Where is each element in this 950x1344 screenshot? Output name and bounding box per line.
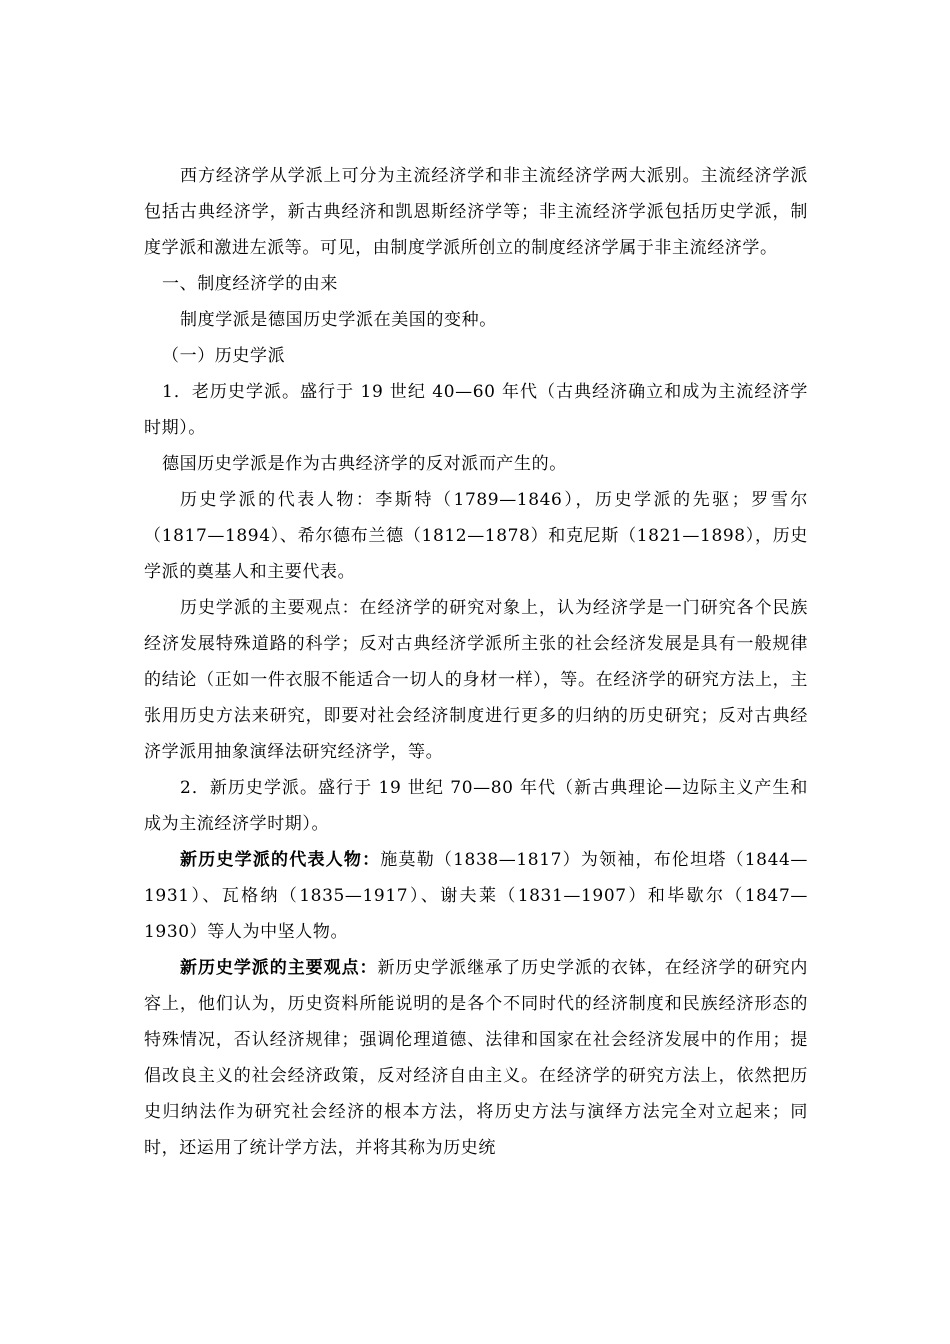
paragraph-institutional-school: 制度学派是德国历史学派在美国的变种。 xyxy=(180,310,497,330)
paragraph-old-historical-school: 1．老历史学派。盛行于 19 世纪 40—60 年代（古典经济确立和成为主流经济学时期）。 xyxy=(144,382,808,438)
bold-lead-in: 新历史学派的代表人物： xyxy=(180,850,381,870)
paragraph-main-views: 历史学派的主要观点：在经济学的研究对象上，认为经济学是一门研究各个民族经济发展特殊道路的科学；反对古典经济学派所主张的社会经济发展是具有一般规律的结论（正如一件衣服不能适合一切人的身材一样），等。在经济学的研究方法上，主张用历史方法来研究，即要对社会经济制度进行更多的归纳的历史研究；反对古典经济学派用抽象演绎法研究经济学，等。 xyxy=(144,598,808,762)
paragraph-new-representatives xyxy=(144,842,808,950)
section-heading: 一、制度经济学的由来 xyxy=(162,274,338,294)
paragraph-new-main-views xyxy=(144,950,808,1166)
bold-lead-in: 新历史学派的主要观点： xyxy=(180,958,378,978)
paragraph-body: 施莫勒（1838—1817）为领袖，布伦坦塔（1844—1931）、瓦格纳（1835—1917）、谢夫莱（1831—1907）和毕歇尔（1847—1930）等人为中坚人物。 xyxy=(144,850,809,942)
text-column xyxy=(144,158,808,1166)
intro-paragraph: 西方经济学从学派上可分为主流经济学和非主流经济学两大派别。主流经济学派包括古典经济学，新古典经济和凯恩斯经济学等；非主流经济学派包括历史学派，制度学派和激进左派等。可见，由制度学派所创立的制度经济学属于非主流经济学。 xyxy=(144,166,808,258)
subsection-heading: （一）历史学派 xyxy=(162,346,286,366)
paragraph-representatives: 历史学派的代表人物：李斯特（1789—1846），历史学派的先驱；罗雪尔（1817—1894）、希尔德布兰德（1812—1878）和克尼斯（1821—1898），历史学派的奠基人和主要代表。 xyxy=(144,490,808,582)
paragraph-new-historical-school: 2．新历史学派。盛行于 19 世纪 70—80 年代（新古典理论—边际主义产生和成为主流经济学时期）。 xyxy=(144,778,808,834)
paragraph-body: 新历史学派继承了历史学派的衣钵，在经济学的研究内容上，他们认为，历史资料所能说明的是各个不同时代的经济制度和民族经济形态的特殊情况，否认经济规律；强调伦理道德、法律和国家在社会经济发展中的作用；提倡改良主义的社会经济政策，反对经济自由主义。在经济学的研究方法上，依然把历史归纳法作为研究社会经济的根本方法，将历史方法与演绎方法完全对立起来；同时，还运用了统计学方法，并将其称为历史统 xyxy=(144,958,808,1158)
paragraph-german-historical-school: 德国历史学派是作为古典经济学的反对派而产生的。 xyxy=(162,454,567,474)
